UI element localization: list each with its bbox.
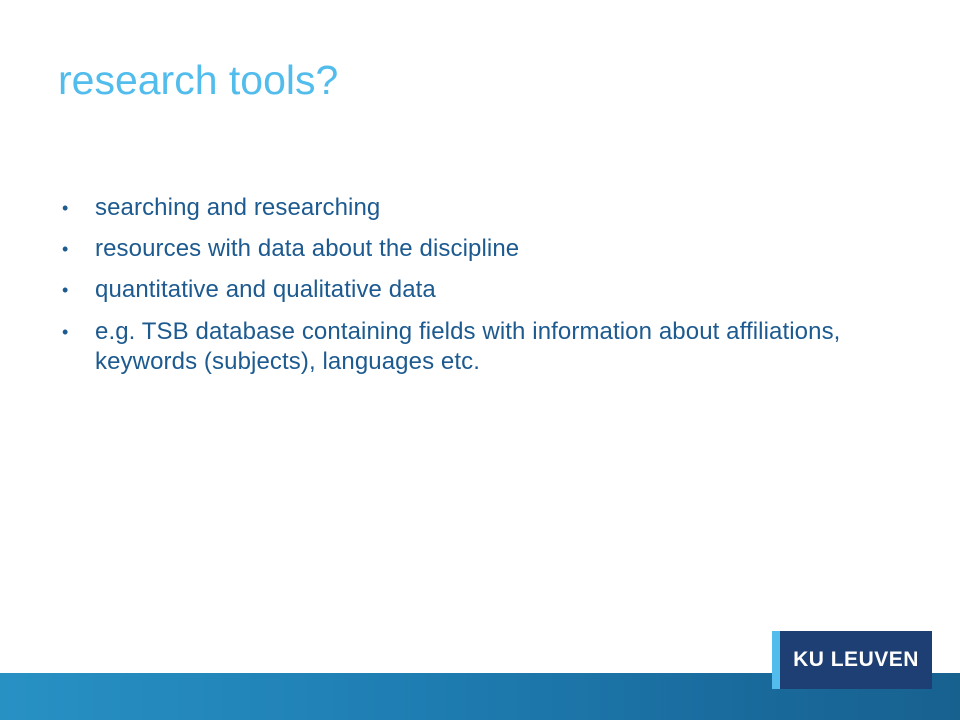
logo-text: KU LEUVEN [793,648,919,671]
ku-leuven-logo [780,631,932,689]
bullet-dot-icon: • [62,198,69,218]
bullet-item [58,275,938,305]
bullet-text: searching and researching [95,194,381,221]
bullet-item [58,234,938,264]
bullet-dot-icon: • [62,321,69,342]
bullet-list [58,193,938,388]
bullet-item [58,193,938,223]
bullet-text: resources with data about the discipline [95,235,520,263]
bullet-item [58,317,938,377]
bullet-dot-icon: • [62,239,69,260]
slide-title: research tools? [58,57,339,103]
bullet-text: e.g. TSB database containing fields with information about affiliations, keywords (subjects), languages etc. [95,317,841,375]
bullet-text: quantitative and qualitative data [95,276,436,304]
bullet-dot-icon: • [62,280,69,301]
